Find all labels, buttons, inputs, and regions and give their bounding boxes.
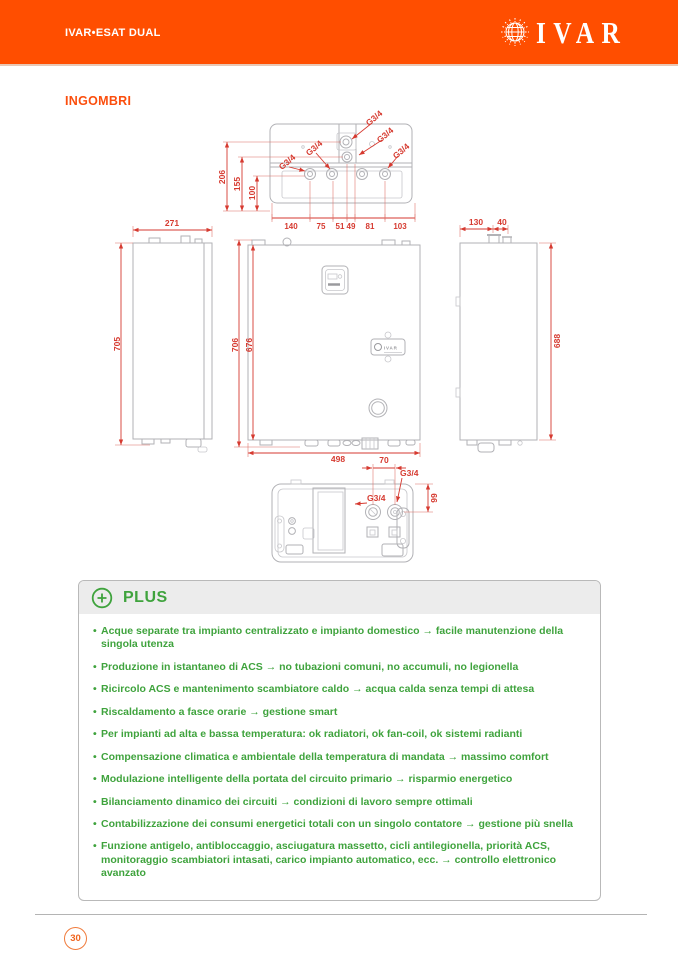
left-side-view-drawing	[112, 218, 212, 452]
pipe-size-label: G3/4	[303, 138, 325, 158]
pipe-size-label: G3/4	[363, 108, 385, 128]
plus-bullet: • Funzione antigelo, antibloccaggio, asciugatura massetto, cicli antilegionella, priorità ACS, monitoraggio scambiatori intasati, carico impianto automatico, ecc. → controllo elettronico avanzato	[93, 840, 590, 880]
pipe-size-label: G3/4	[276, 152, 298, 172]
pipe-size-label: G3/4	[400, 468, 419, 478]
dimension-label: 206	[217, 169, 227, 185]
dimension-label: 99	[429, 493, 439, 503]
dimension-label: 40	[497, 217, 507, 227]
plus-bullet: • Per impianti ad alta e bassa temperatura: ok radiatori, ok fan-coil, ok sistemi radianti	[93, 728, 590, 741]
pipe-size-label: G3/4	[374, 125, 396, 145]
plus-bullet: • Contabilizzazione dei consumi energetici totali con un singolo contatore → gestione più snella	[93, 818, 590, 831]
pipe-size-label: G3/4	[367, 493, 386, 503]
front-view-drawing	[230, 238, 420, 464]
plus-bullet: • Bilanciamento dinamico dei circuiti → condizioni di lavoro sempre ottimali	[93, 796, 590, 809]
nameplate-text: IVAR	[384, 345, 398, 351]
dimension-label: 75	[316, 222, 326, 231]
dimension-label: 688	[552, 333, 562, 349]
plus-title: PLUS	[123, 588, 168, 606]
page-number: 30	[70, 933, 81, 944]
page-number-badge	[64, 927, 87, 950]
plus-bullet: • Ricircolo ACS e mantenimento scambiatore caldo → acqua calda senza tempi di attesa	[93, 683, 590, 696]
dimension-label: 271	[164, 218, 180, 228]
dimension-label: 51	[335, 222, 345, 231]
dimension-label: 706	[230, 337, 240, 353]
page-title: INGOMBRI	[65, 94, 132, 108]
dimension-label: 705	[112, 336, 122, 352]
logo-wordmark: IVAR	[536, 16, 628, 51]
plus-bullet: • Compensazione climatica e ambientale della temperatura di mandata → massimo comfort	[93, 751, 590, 764]
dimension-label: 103	[393, 222, 407, 231]
bottom-view-drawing	[272, 455, 439, 562]
top-view-drawing	[217, 108, 415, 231]
plus-bullet: • Produzione in istantaneo di ACS → no tubazioni comuni, no accumuli, no legionella	[93, 661, 590, 674]
dimension-label: 130	[468, 217, 484, 227]
dimension-label: 498	[330, 454, 346, 464]
pipe-size-label: G3/4	[390, 141, 412, 161]
plus-header	[79, 581, 600, 614]
right-side-view-drawing	[456, 217, 562, 452]
dimension-label: 49	[346, 222, 356, 231]
dimension-label: 81	[365, 222, 375, 231]
plus-bullet: • Acque separate tra impianto centralizzato e impianto domestico → facile manutenzione della singola utenza	[93, 625, 590, 652]
document-title: IVAR•ESAT DUAL	[65, 27, 161, 39]
plus-feature-list	[93, 625, 590, 881]
footer-divider	[35, 914, 647, 915]
plus-circle-icon	[91, 587, 113, 609]
dimension-label: 140	[284, 222, 298, 231]
dimension-label: 100	[247, 185, 257, 201]
dimension-label: 70	[379, 455, 389, 465]
dimension-label: 676	[244, 337, 254, 353]
plus-bullet: • Riscaldamento a fasce orarie → gestione smart	[93, 706, 590, 719]
plus-box	[78, 580, 601, 901]
dimension-label: 155	[232, 176, 242, 192]
plus-bullet: • Modulazione intelligente della portata del circuito primario → risparmio energetico	[93, 773, 590, 786]
